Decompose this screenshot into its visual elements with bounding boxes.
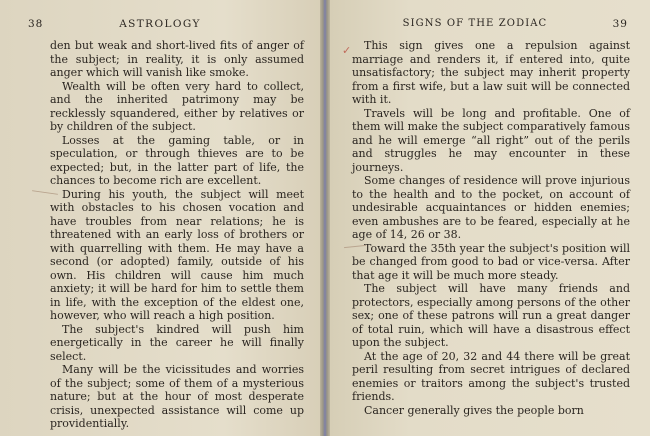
paragraph: Wealth will be often very hard to collect, and the inherited patrimony may be recklessly squandered, either by relatives or by children of the subject. [50,79,304,133]
running-title-right: SIGNS OF THE ZODIAC [402,18,548,29]
page-number-right: 39 [612,18,628,30]
paragraph: Some changes of residence will prove injurious to the health and to the pocket, on account of undesirable acquaintances or hidden enemies; even ambushes are to be feared, especially at he age of 14, 26 or 38. [352,174,630,241]
left-page [0,0,320,436]
paragraph: Losses at the gaming table, or in speculation, or through thieves are to be expected; but, in the latter part of life, the chances to become rich are excellent. [50,133,304,187]
paragraph: At the age of 20, 32 and 44 there will be great peril resulting from secret intrigues of declared enemies or traitors among the subject's trusted friends. [352,349,630,403]
running-title-left: ASTROLOGY [119,18,201,30]
paragraph: Many will be the vicissitudes and worries of the subject; some of them of a mysterious nature; but at the hour of most desperate crisis, unexpected assistance will come up providentially. [50,363,304,430]
right-page [330,0,650,436]
left-page-text [50,39,304,431]
red-pencil-mark: ✓ [342,44,352,57]
paragraph: The subject will have many friends and protectors, especially among persons of the other sex; one of these patrons will run a great danger of total ruin, which will have a disastrous effect upon the subject. [352,282,630,349]
paragraph: Cancer generally gives the people born [364,403,584,417]
paragraph: The subject's kindred will push him energetically in the career he will finally select. [50,322,304,363]
right-page-text [352,39,630,417]
paragraph: During his youth, the subject will meet with obstacles to his chosen vocation and have troubles from near relations; he is threatened with an early loss of brothers or with quarrelling with them. He may have a second (or adopted) family, outside of his own. His children will cause him much anxiety; it will be hard for him to settle them in life, with the exception of the eldest one, however, who will reach a high position. [50,187,304,322]
page-number-left: 38 [28,18,44,30]
paragraph: Toward the 35th year the subject's position will be changed from good to bad or vice-versa. After that age it will be much more steady. [352,241,630,282]
paragraph: This sign gives one a repulsion against marriage and renders it, if entered into, quite unsatisfactory; the subject may inherit property from a first wife, but a law suit will be connected with it. [352,39,630,106]
book-gutter [320,0,330,436]
paragraph: Travels will be long and profitable. One of them will make the subject comparatively famous and he will emerge “all right” out of the perils and struggles he may encounter in these journeys. [352,106,630,174]
paragraph: den but weak and short-lived fits of anger of the subject; in reality, it is only assumed anger which will vanish like smoke. [50,39,304,79]
